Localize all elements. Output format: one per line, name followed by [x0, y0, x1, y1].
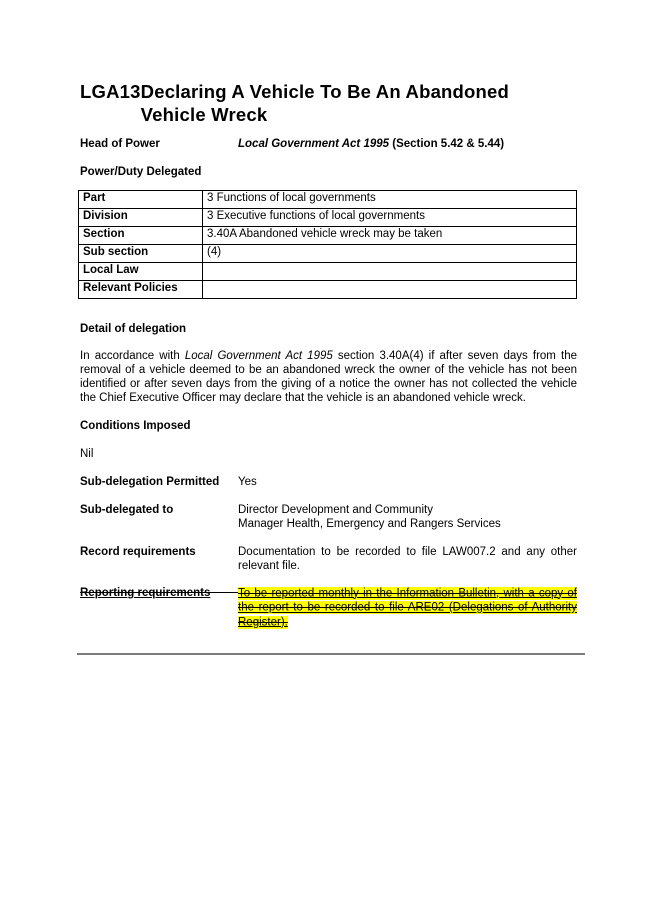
record-requirements-label: Record requirements [80, 546, 196, 558]
table-row-label: Sub section [79, 245, 203, 263]
table-row-value [203, 263, 577, 281]
table-row-label: Division [79, 209, 203, 227]
table-row [79, 245, 577, 263]
detail-heading: Detail of delegation [80, 323, 187, 335]
title-code: LGA13 [80, 81, 141, 102]
sub-delegation-permitted-label: Sub-delegation Permitted [80, 476, 220, 488]
sub-delegated-role-1: Director Development and Community [238, 504, 433, 516]
title-text: Declaring A Vehicle To Be An Abandoned Vehicle Wreck [140, 81, 510, 125]
detail-text-before: In accordance with [80, 350, 185, 362]
act-section: (Section 5.42 & 5.44) [389, 138, 505, 150]
table-row [79, 263, 577, 281]
table-row-value: 3 Executive functions of local governments [203, 209, 577, 227]
highlighted-struck-text: To be reported monthly in the Information Bulletin, with a copy of the report to be recorded to file ARE02 (Delegations of Authority Register). [238, 587, 577, 629]
conditions-value: Nil [80, 448, 94, 460]
head-of-power-value [238, 137, 577, 151]
sub-delegation-permitted-value: Yes [238, 476, 257, 488]
power-duty-heading: Power/Duty Delegated [80, 166, 202, 178]
reporting-requirements-label: Reporting requirements [80, 586, 238, 630]
detail-paragraph [80, 349, 577, 405]
detail-act-name: Local Government Act 1995 [184, 350, 333, 362]
head-of-power-row [80, 137, 577, 151]
act-name: Local Government Act 1995 [238, 138, 390, 150]
sub-delegated-to-label: Sub-delegated to [80, 504, 174, 516]
conditions-heading: Conditions Imposed [80, 420, 191, 432]
table-row [79, 227, 577, 245]
table-row [79, 281, 577, 299]
delegation-table [78, 190, 577, 299]
document-title [80, 80, 577, 126]
reporting-requirements-row [80, 586, 577, 630]
table-row-value: 3 Functions of local governments [203, 191, 577, 209]
sub-delegated-role-2: Manager Health, Emergency and Rangers Services [238, 518, 501, 530]
sub-delegated-to-value [238, 503, 577, 531]
table-row-label: Relevant Policies [79, 281, 203, 299]
table-row-value: 3.40A Abandoned vehicle wreck may be taken [203, 227, 577, 245]
detail-text-after: section 3.40A(4) if after seven days from the removal of a vehicle deemed to be an abandoned wreck the owner of the vehicle has not been identified or after seven days from the giving of a notice the owner has not collected the vehicle the Chief Executive Officer may declare that the vehicle is an abandoned vehicle wreck. [80, 350, 577, 404]
table-row-value: (4) [203, 245, 577, 263]
table-row [79, 209, 577, 227]
record-requirements-value: Documentation to be recorded to file LAW007.2 and any other relevant file. [238, 546, 577, 572]
reporting-requirements-value [238, 586, 577, 630]
table-row-label: Part [79, 191, 203, 209]
table-row [79, 191, 577, 209]
table-row-value [203, 281, 577, 299]
record-requirements-row [80, 545, 577, 573]
sub-delegation-permitted-row [80, 475, 577, 489]
head-of-power-label: Head of Power [80, 138, 160, 150]
table-row-label: Section [79, 227, 203, 245]
table-row-label: Local Law [79, 263, 203, 281]
sub-delegated-to-row [80, 503, 577, 531]
bottom-divider [77, 653, 585, 655]
